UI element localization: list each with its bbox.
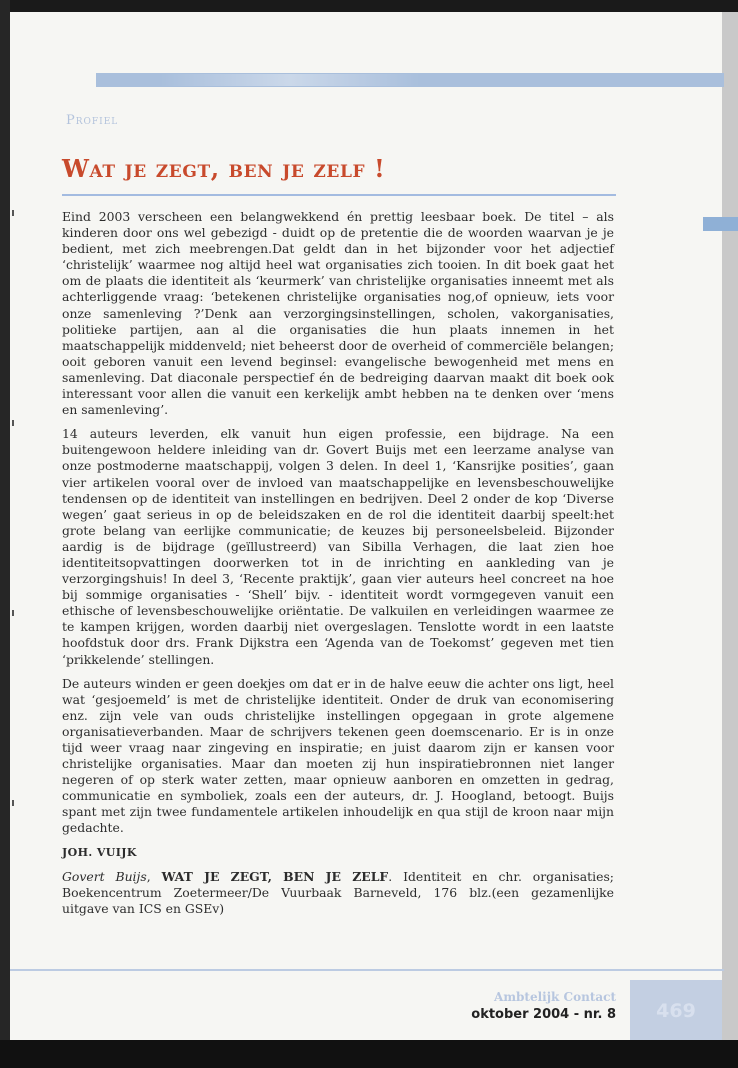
title-divider <box>62 194 616 196</box>
book-details: Identiteit en chr. organisaties; Boekencentrum Zoetermeer/De Vuurbaak Barneveld, 176 blz.(een gezamenlijke uitgave van ICS en GSEv) <box>62 868 614 916</box>
page-number: 469 <box>656 1000 696 1022</box>
book-title: WAT JE ZEGT, BEN JE ZELF <box>161 868 389 884</box>
paragraph: Eind 2003 verscheen een belangwekkend én prettig leesbaar boek. De titel – als kinderen door ons wel gebezigd - duidt op de pretentie die de woorden waarvan je je bedient, met zich meebrengen.Dat geldt dan in het bijzonder voor het adjectief ‘christelijk’ waarmee nog altijd heel wat organisaties zich tooien. In dit boek gaat het om de plaats die identiteit als ‘keurmerk’ van christelijke organisaties inneemt met als achterliggende vraag: ‘betekenen christelijke organisaties nog,of opnieuw, iets voor onze samenleving ?’Denk aan verzorgingsinstellingen, scholen, vakorganisaties, politieke partijen, aan al die organisaties die hun plaats innemen in het maatschappelijk middenveld; niet beheerst door de overheid of commerciële belangen; ooit geboren vanuit een levend beginsel: evangelische bewogenheid met mens en samenleving. Dat diaconale perspectief én de bedreiging daarvan maakt dit boek ook interessant voor allen die vanuit een kerkelijk ambt hebben na te denken over ‘mens en samenleving’. <box>62 209 614 418</box>
scan-left-edge <box>0 0 10 1068</box>
paragraph: 14 auteurs leverden, elk vanuit hun eigen professie, een bijdrage. Na een buitengewoon heldere inleiding van dr. Govert Buijs met een leerzame analyse van onze postmoderne maatschappij, volgen 3 delen. In deel 1, ‘Kansrijke posities’, gaan vier artikelen vooral over de invloed van maatschappelijke en levensbeschouwelijke tendensen op de identiteit van instellingen en bedrijven. Deel 2 onder de kop ‘Diverse wegen’ gaat serieus in op de beleidszaken en de rol die identiteit daarbij speelt:het grote belang van eerlijke communicatie; de keuzes bij personeelsbeleid. Bijzonder aardig is de bijdrage (geïllustreerd) van Sibilla Verhagen, die laat zien hoe identiteitsopvattingen doorwerken tot in de inrichting en aankleding van je verzorgingshuis! In deel 3, ‘Recente praktijk’, gaan vier auteurs heel concreet na hoe bij sommige organisaties - ‘Shell’ bijv. - identiteit wordt vormgegeven vanuit een ethische of levensbeschouwelijke oriëntatie. De valkuilen en verleidingen waarmee ze te kampen krijgen, worden daarbij niet overgeslagen. Tenslotte wordt in een laatste hoofdstuk door drs. Frank Dijkstra een ‘Agenda van de Toekomst’ gegeven met tien ‘prikkelende’ stellingen. <box>62 426 614 667</box>
section-tab <box>703 217 738 231</box>
binding-mark <box>12 800 14 806</box>
author-signature: JOH. VUIJK <box>62 845 137 859</box>
footer-divider <box>10 969 724 971</box>
scan-top-edge <box>0 0 738 12</box>
header-band-highlight <box>160 74 420 86</box>
binding-mark <box>12 210 14 216</box>
scan-right-edge <box>722 12 738 1040</box>
scan-bottom-edge <box>0 1040 738 1068</box>
paragraph: De auteurs winden er geen doekjes om dat er in de halve eeuw die achter ons ligt, heel wat ‘gesjoemeld’ is met de christelijke identiteit. Onder de druk van economisering enz. zijn vele van ouds christelijke instellingen opgegaan in grote algemene organisatieverbanden. Maar de schrijvers tekenen geen doemscenario. Er is in onze tijd weer vraag naar zingeving en inspiratie; en juist daarom zijn er kansen voor christelijke organisaties. Maar dan moeten zij hun inspiratiebronnen niet langer negeren of op sterk water zetten, maar opnieuw aanboren en omzetten in gedrag, communicatie en symboliek, zoals een der auteurs, dr. J. Hoogland, betoogt. Buijs spant met zijn twee fundamentele artikelen inhoudelijk en qua stijl de kroon naar mijn gedachte. <box>62 675 614 836</box>
binding-mark <box>12 610 14 616</box>
book-author: Govert Buijs <box>62 868 147 884</box>
book-reference: Govert Buijs, WAT JE ZEGT, BEN JE ZELF. Identiteit en chr. organisaties; Boekencentrum Zoetermeer/De Vuurbaak Barneveld, 176 blz.(een gezamenlijke uitgave van ICS en GSEv) <box>62 868 614 916</box>
publication-name: Ambtelijk Contact <box>494 990 616 1004</box>
article-title: Wat je zegt, ben je zelf ! <box>62 154 386 183</box>
issue-label: oktober 2004 - nr. 8 <box>471 1007 616 1022</box>
binding-mark <box>12 420 14 426</box>
section-label: Profiel <box>66 113 119 128</box>
article-body <box>62 209 614 925</box>
